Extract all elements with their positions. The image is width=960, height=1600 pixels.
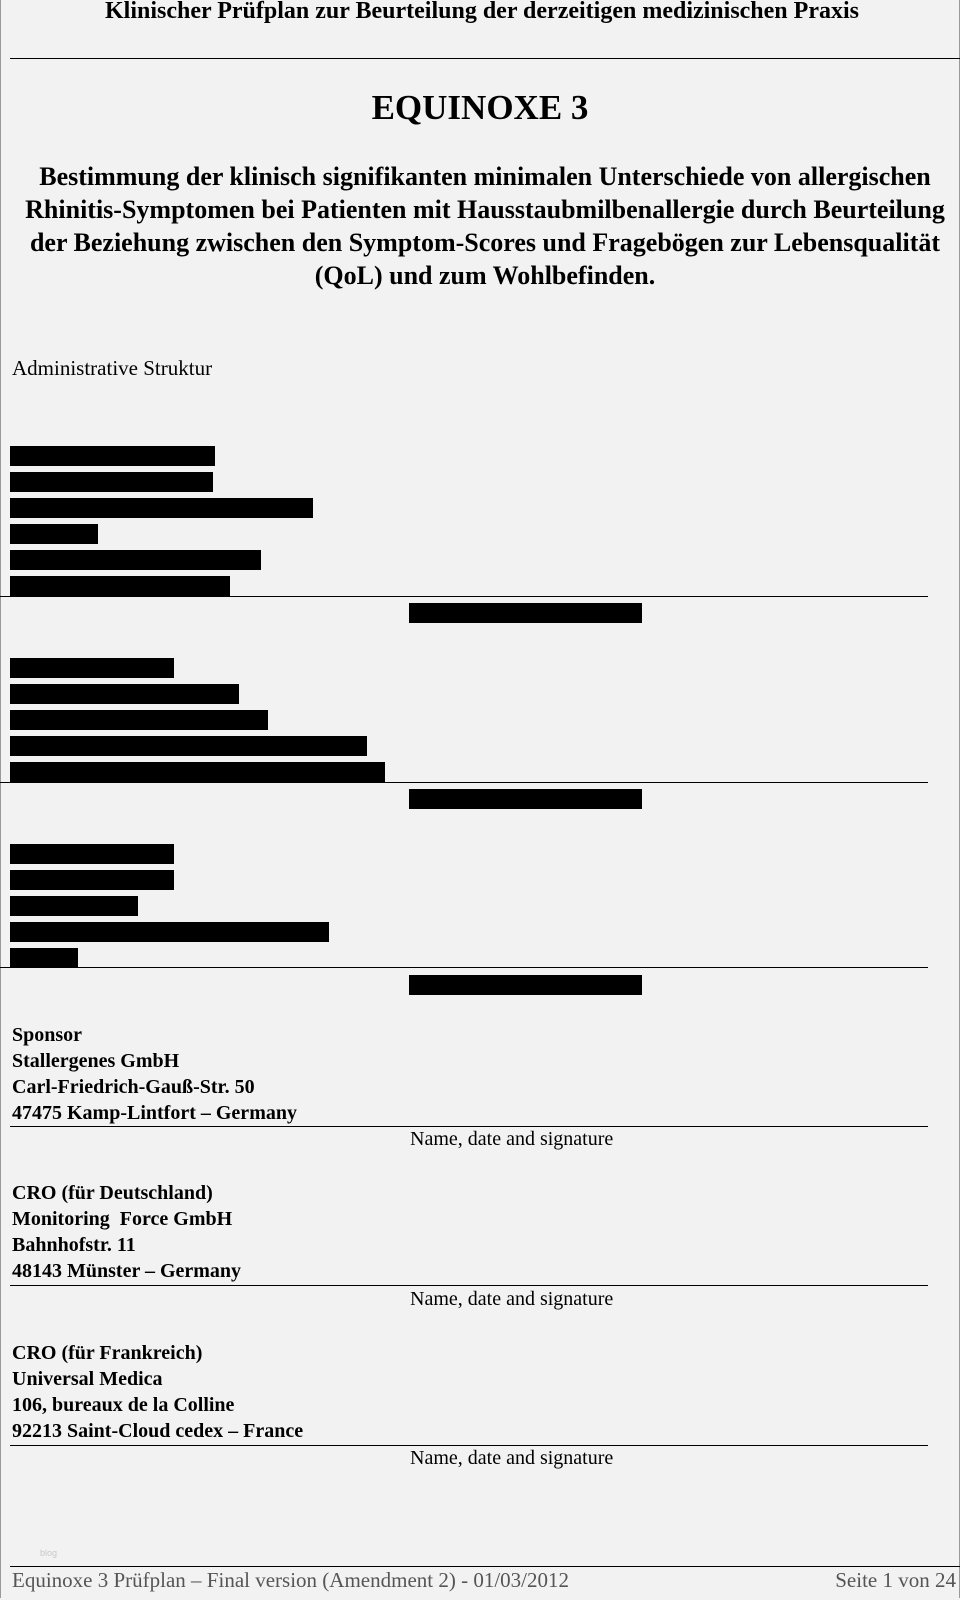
party-role: Sponsor xyxy=(12,1024,83,1046)
party-city: 48143 Münster – Germany xyxy=(12,1260,242,1282)
party-company: Stallergenes GmbH xyxy=(12,1050,180,1072)
redaction-bar xyxy=(10,710,268,730)
party-city: 47475 Kamp-Lintfort – Germany xyxy=(12,1102,297,1124)
redaction-bar xyxy=(10,762,385,782)
redaction-bar xyxy=(10,844,174,864)
signature-label: Name, date and signature xyxy=(410,1447,614,1469)
footer-document-info: Equinoxe 3 Prüfplan – Final version (Amendment 2) - 01/03/2012 xyxy=(12,1568,570,1592)
footer-rule xyxy=(10,1566,960,1567)
redaction-bar xyxy=(10,550,261,570)
signature-rule xyxy=(0,596,928,597)
redaction-bar xyxy=(10,472,213,492)
party-company: Universal Medica xyxy=(12,1368,163,1390)
redaction-bar xyxy=(10,896,138,916)
redacted-signature-label xyxy=(409,789,642,809)
redaction-bar xyxy=(10,498,313,518)
redaction-bar xyxy=(10,658,174,678)
party-street: 106, bureaux de la Colline xyxy=(12,1394,235,1416)
party-role: CRO (für Frankreich) xyxy=(12,1342,203,1364)
signature-rule xyxy=(10,1445,928,1446)
signature-label: Name, date and signature xyxy=(410,1128,614,1150)
party-company: Monitoring Force GmbH xyxy=(12,1208,233,1230)
signature-rule xyxy=(0,967,928,968)
redaction-bar xyxy=(10,446,215,466)
party-role: CRO (für Deutschland) xyxy=(12,1182,213,1204)
document-title: EQUINOXE 3 xyxy=(371,88,589,127)
redaction-bar xyxy=(10,922,329,942)
watermark-text: blog xyxy=(40,1548,58,1558)
redaction-bar xyxy=(10,524,98,544)
footer-page-number: Seite 1 von 24 xyxy=(835,1568,956,1592)
redacted-signature-label xyxy=(409,975,642,995)
signature-rule xyxy=(10,1126,928,1127)
header-rule xyxy=(10,58,960,59)
party-street: Carl-Friedrich-Gauß-Str. 50 xyxy=(12,1076,255,1098)
redaction-bar xyxy=(10,736,367,756)
document-subtitle: Bestimmung der klinisch signifikanten minimalen Unterschiede von allergischen Rhinitis-Symptomen bei Patienten mit Hausstaubmilbenallergie durch Beurteilung der Beziehung zwischen den Symptom-Scores und Fragebögen zur Lebensqualität (QoL) und zum Wohlbefinden. xyxy=(25,162,945,290)
page-header-title: Klinischer Prüfplan zur Beurteilung der derzeitigen medizinischen Praxis xyxy=(105,0,859,24)
signature-rule xyxy=(10,1285,928,1286)
section-heading: Administrative Struktur xyxy=(12,356,213,380)
redaction-bar xyxy=(10,870,174,890)
party-city: 92213 Saint-Cloud cedex – France xyxy=(12,1420,304,1442)
redaction-bar xyxy=(10,576,230,596)
redaction-bar xyxy=(10,948,78,968)
redacted-signature-label xyxy=(409,603,642,623)
redaction-bar xyxy=(10,684,239,704)
party-street: Bahnhofstr. 11 xyxy=(12,1234,136,1256)
signature-label: Name, date and signature xyxy=(410,1288,614,1310)
signature-rule xyxy=(0,782,928,783)
